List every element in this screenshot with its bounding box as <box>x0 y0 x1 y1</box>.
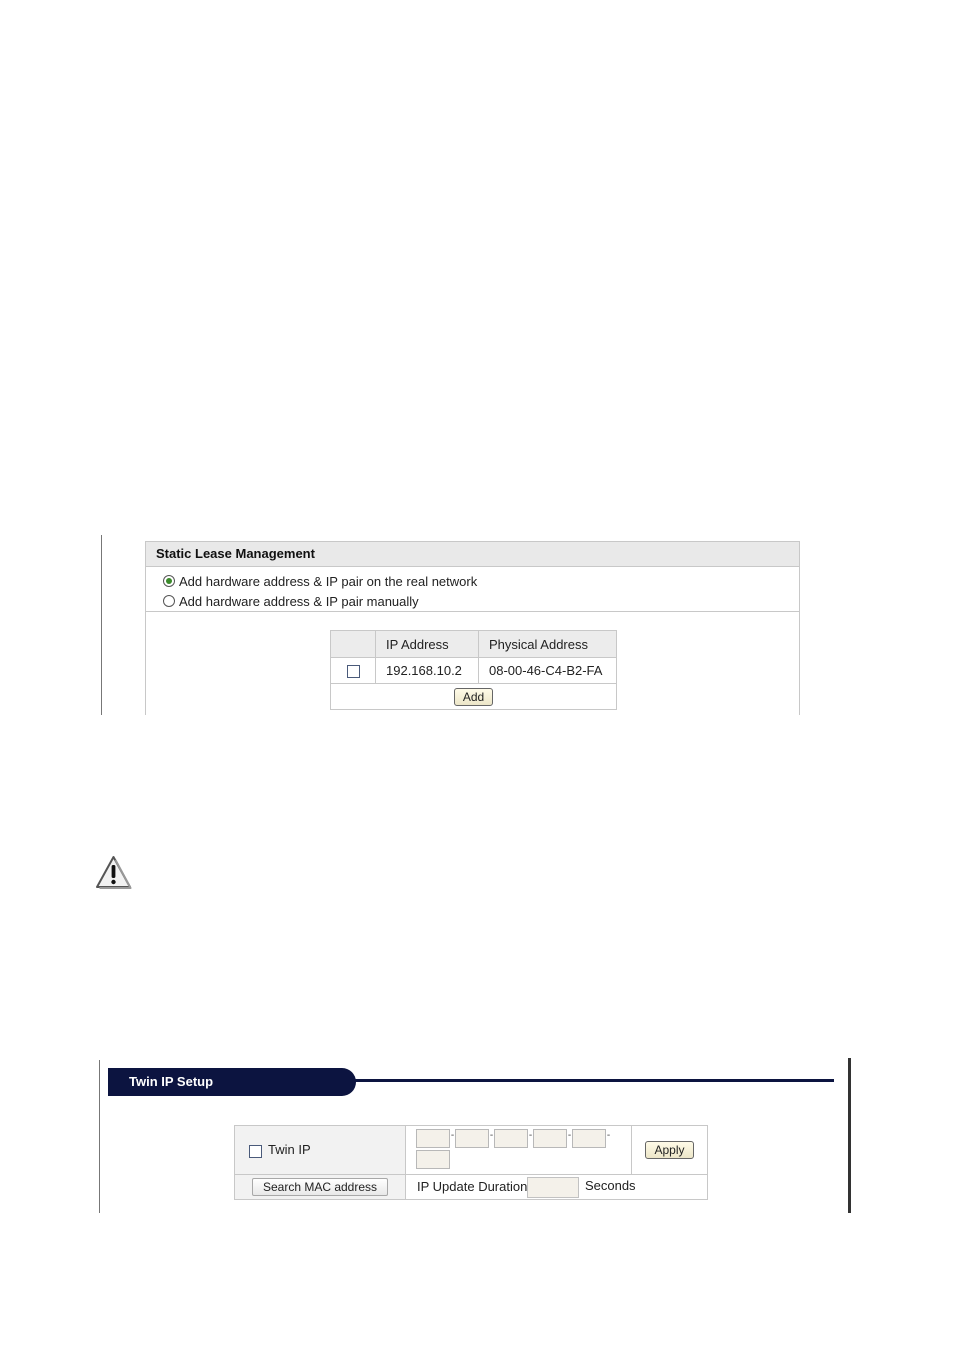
left-margin-rule <box>99 1060 100 1213</box>
table-row <box>331 658 617 684</box>
option-label: Add hardware address & IP pair on the real network <box>179 573 478 589</box>
radio-manual[interactable] <box>163 595 175 607</box>
twin-ip-checkbox[interactable] <box>249 1145 262 1158</box>
duration-cell <box>406 1175 708 1200</box>
option-manual[interactable] <box>146 591 799 611</box>
left-margin-rule <box>101 535 102 715</box>
column-header-select <box>331 631 376 658</box>
twin-ip-toggle-cell <box>235 1126 406 1175</box>
add-button[interactable]: Add <box>454 688 493 706</box>
warning-triangle-icon <box>95 855 132 890</box>
row-checkbox[interactable] <box>347 665 360 678</box>
mac-address-cell: - - - - - <box>406 1126 632 1175</box>
duration-label: IP Update Duration <box>417 1178 528 1194</box>
apply-cell <box>632 1126 708 1175</box>
option-label: Add hardware address & IP pair manually <box>179 593 419 609</box>
duration-input[interactable] <box>527 1177 579 1198</box>
title-rule <box>350 1079 834 1082</box>
right-margin-rule <box>848 1058 851 1213</box>
table-action-row <box>331 684 617 710</box>
row-mac: 08-00-46-C4-B2-FA <box>479 658 617 684</box>
add-cell <box>331 684 617 710</box>
mac-octet-3[interactable] <box>494 1129 528 1148</box>
column-header-ip: IP Address <box>376 631 479 658</box>
duration-row <box>235 1175 708 1200</box>
table-header-row <box>331 631 617 658</box>
panel-title: Static Lease Management <box>146 541 799 567</box>
search-cell <box>235 1175 406 1200</box>
twin-ip-label: Twin IP <box>268 1142 311 1158</box>
row-ip: 192.168.10.2 <box>376 658 479 684</box>
apply-button[interactable]: Apply <box>645 1141 693 1159</box>
mac-octet-2[interactable] <box>455 1129 489 1148</box>
seconds-label: Seconds <box>584 1178 636 1194</box>
mac-octet-1[interactable] <box>416 1129 450 1148</box>
mac-octet-6[interactable] <box>416 1150 450 1169</box>
option-real-network[interactable] <box>146 571 799 591</box>
search-mac-button[interactable]: Search MAC address <box>252 1178 388 1196</box>
mac-octet-4[interactable] <box>533 1129 567 1148</box>
lease-mode-options <box>146 567 799 612</box>
radio-real-network[interactable] <box>163 575 175 587</box>
twin-ip-row <box>235 1126 708 1175</box>
mac-octet-5[interactable] <box>572 1129 606 1148</box>
row-select-cell <box>331 658 376 684</box>
twin-ip-title: Twin IP Setup <box>108 1068 356 1096</box>
column-header-mac: Physical Address <box>479 631 617 658</box>
lease-table <box>330 630 617 710</box>
twin-ip-table <box>234 1125 708 1200</box>
